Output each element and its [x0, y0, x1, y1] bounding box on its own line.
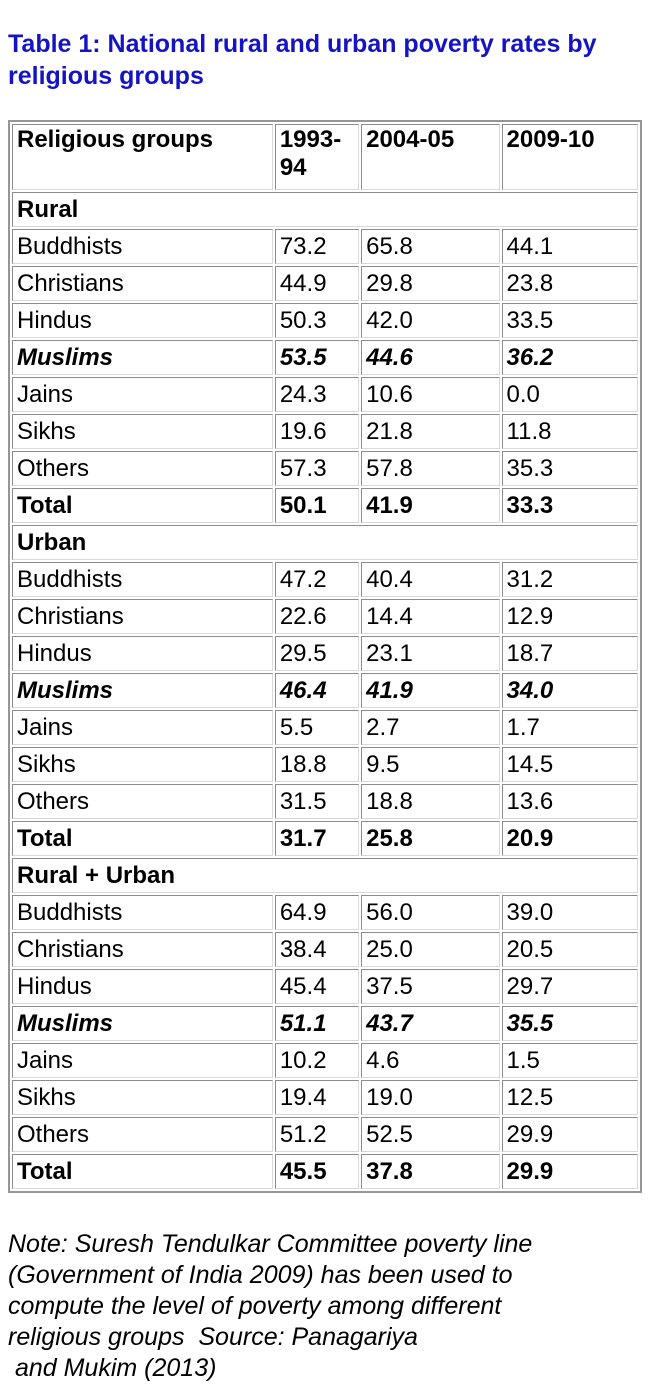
group-cell: Hindus: [12, 969, 273, 1004]
value-cell: 19.0: [361, 1080, 499, 1115]
value-cell: 37.8: [361, 1154, 499, 1189]
table-row: [12, 636, 638, 671]
value-cell: 35.5: [502, 1006, 638, 1041]
value-cell: 24.3: [275, 377, 359, 412]
value-cell: 57.3: [275, 451, 359, 486]
group-cell: Muslims: [12, 1006, 273, 1041]
value-cell: 29.8: [361, 266, 499, 301]
value-cell: 0.0: [502, 377, 638, 412]
value-cell: 23.1: [361, 636, 499, 671]
col-header-2004-05: 2004-05: [361, 124, 499, 190]
value-cell: 19.4: [275, 1080, 359, 1115]
value-cell: 40.4: [361, 562, 499, 597]
table-row: [12, 710, 638, 745]
value-cell: 20.5: [502, 932, 638, 967]
table-row: [12, 821, 638, 856]
group-cell: Others: [12, 1117, 273, 1152]
value-cell: 21.8: [361, 414, 499, 449]
group-cell: Jains: [12, 1043, 273, 1078]
note-line: compute the level of poverty among different: [8, 1292, 502, 1320]
value-cell: 29.9: [502, 1117, 638, 1152]
header-row: [12, 124, 638, 190]
value-cell: 29.7: [502, 969, 638, 1004]
table-row: [12, 599, 638, 634]
section-label: Rural + Urban: [12, 858, 638, 893]
value-cell: 44.9: [275, 266, 359, 301]
value-cell: 31.7: [275, 821, 359, 856]
source-note: [8, 1229, 643, 1384]
value-cell: 64.9: [275, 895, 359, 930]
table-row: [12, 673, 638, 708]
group-cell: Others: [12, 784, 273, 819]
value-cell: 45.5: [275, 1154, 359, 1189]
section-header-row: [12, 192, 638, 227]
value-cell: 35.3: [502, 451, 638, 486]
group-cell: Total: [12, 821, 273, 856]
value-cell: 20.9: [502, 821, 638, 856]
group-cell: Total: [12, 488, 273, 523]
note-line: and Mukim (2013): [8, 1354, 217, 1382]
group-cell: Jains: [12, 377, 273, 412]
value-cell: 41.9: [361, 488, 499, 523]
section-label: Urban: [12, 525, 638, 560]
table-row: [12, 747, 638, 782]
group-cell: Muslims: [12, 340, 273, 375]
note-line: religious groups Source: Panagariya: [8, 1323, 418, 1351]
table-row: [12, 303, 638, 338]
table-row: [12, 932, 638, 967]
value-cell: 12.5: [502, 1080, 638, 1115]
value-cell: 51.2: [275, 1117, 359, 1152]
value-cell: 10.6: [361, 377, 499, 412]
value-cell: 29.5: [275, 636, 359, 671]
table-row: [12, 266, 638, 301]
value-cell: 11.8: [502, 414, 638, 449]
table-row: [12, 1080, 638, 1115]
group-cell: Buddhists: [12, 229, 273, 264]
table-body: [12, 192, 638, 1189]
table-row: [12, 340, 638, 375]
value-cell: 41.9: [361, 673, 499, 708]
value-cell: 1.7: [502, 710, 638, 745]
value-cell: 51.1: [275, 1006, 359, 1041]
value-cell: 57.8: [361, 451, 499, 486]
value-cell: 2.7: [361, 710, 499, 745]
section-header-row: [12, 858, 638, 893]
value-cell: 47.2: [275, 562, 359, 597]
value-cell: 50.1: [275, 488, 359, 523]
group-cell: Christians: [12, 266, 273, 301]
value-cell: 45.4: [275, 969, 359, 1004]
note-line: (Government of India 2009) has been used to: [8, 1261, 513, 1289]
group-cell: Buddhists: [12, 562, 273, 597]
group-cell: Christians: [12, 599, 273, 634]
value-cell: 18.8: [361, 784, 499, 819]
value-cell: 50.3: [275, 303, 359, 338]
col-header-religious-groups: Religious groups: [12, 124, 273, 190]
value-cell: 33.5: [502, 303, 638, 338]
value-cell: 18.8: [275, 747, 359, 782]
group-cell: Hindus: [12, 636, 273, 671]
value-cell: 44.6: [361, 340, 499, 375]
page: [0, 28, 652, 1384]
value-cell: 5.5: [275, 710, 359, 745]
value-cell: 31.2: [502, 562, 638, 597]
table-row: [12, 1043, 638, 1078]
group-cell: Sikhs: [12, 747, 273, 782]
table-row: [12, 969, 638, 1004]
value-cell: 38.4: [275, 932, 359, 967]
group-cell: Muslims: [12, 673, 273, 708]
table-row: [12, 488, 638, 523]
value-cell: 65.8: [361, 229, 499, 264]
table-row: [12, 1006, 638, 1041]
col-header-2009-10: 2009-10: [502, 124, 638, 190]
table-row: [12, 784, 638, 819]
value-cell: 1.5: [502, 1043, 638, 1078]
value-cell: 25.0: [361, 932, 499, 967]
table-row: [12, 229, 638, 264]
value-cell: 42.0: [361, 303, 499, 338]
table-row: [12, 1117, 638, 1152]
value-cell: 43.7: [361, 1006, 499, 1041]
value-cell: 14.5: [502, 747, 638, 782]
value-cell: 37.5: [361, 969, 499, 1004]
group-cell: Jains: [12, 710, 273, 745]
value-cell: 12.9: [502, 599, 638, 634]
value-cell: 4.6: [361, 1043, 499, 1078]
group-cell: Sikhs: [12, 414, 273, 449]
table-row: [12, 451, 638, 486]
section-header-row: [12, 525, 638, 560]
value-cell: 53.5: [275, 340, 359, 375]
section-label: Rural: [12, 192, 638, 227]
value-cell: 10.2: [275, 1043, 359, 1078]
group-cell: Buddhists: [12, 895, 273, 930]
group-cell: Sikhs: [12, 1080, 273, 1115]
value-cell: 25.8: [361, 821, 499, 856]
value-cell: 13.6: [502, 784, 638, 819]
value-cell: 29.9: [502, 1154, 638, 1189]
group-cell: Total: [12, 1154, 273, 1189]
table-row: [12, 1154, 638, 1189]
value-cell: 56.0: [361, 895, 499, 930]
poverty-table: [8, 120, 642, 1193]
group-cell: Others: [12, 451, 273, 486]
value-cell: 23.8: [502, 266, 638, 301]
note-line: Note: Suresh Tendulkar Committee poverty line: [8, 1230, 533, 1258]
value-cell: 19.6: [275, 414, 359, 449]
value-cell: 52.5: [361, 1117, 499, 1152]
group-cell: Christians: [12, 932, 273, 967]
value-cell: 39.0: [502, 895, 638, 930]
value-cell: 44.1: [502, 229, 638, 264]
table-row: [12, 414, 638, 449]
value-cell: 18.7: [502, 636, 638, 671]
value-cell: 36.2: [502, 340, 638, 375]
value-cell: 46.4: [275, 673, 359, 708]
table-row: [12, 895, 638, 930]
col-header-1993-94: 1993-94: [275, 124, 359, 190]
table-row: [12, 562, 638, 597]
value-cell: 34.0: [502, 673, 638, 708]
group-cell: Hindus: [12, 303, 273, 338]
table-title: Table 1: National rural and urban poverty rates by religious groups: [8, 30, 597, 90]
value-cell: 31.5: [275, 784, 359, 819]
value-cell: 22.6: [275, 599, 359, 634]
value-cell: 9.5: [361, 747, 499, 782]
table-row: [12, 377, 638, 412]
value-cell: 14.4: [361, 599, 499, 634]
value-cell: 33.3: [502, 488, 638, 523]
value-cell: 73.2: [275, 229, 359, 264]
